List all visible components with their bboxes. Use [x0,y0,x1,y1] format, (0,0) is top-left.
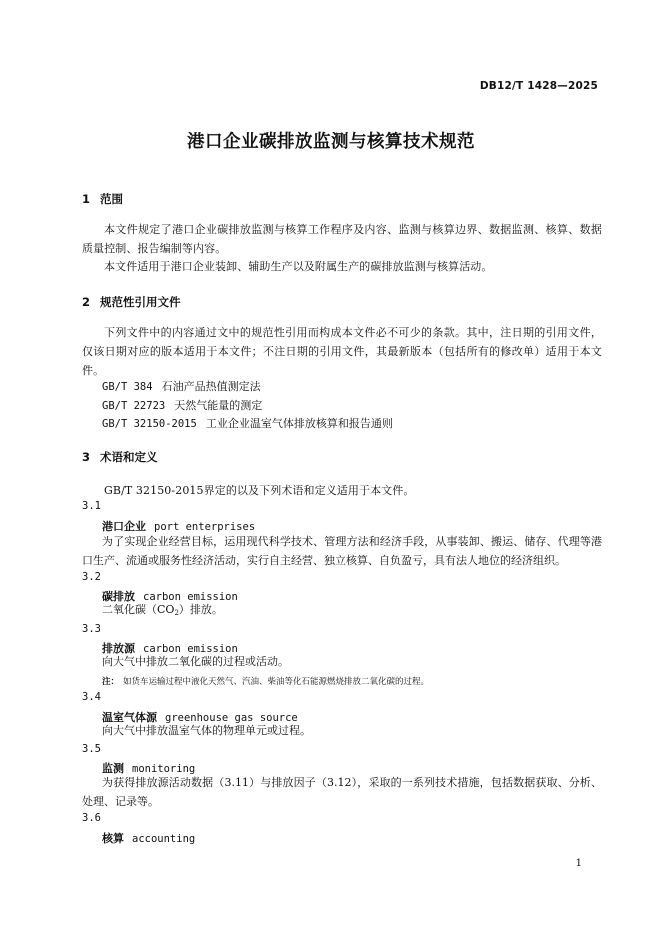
subscript: 2 [174,609,179,617]
section-3-heading [82,449,158,465]
definition-text: 二氧化碳（CO [102,603,175,616]
section-1-heading [82,191,123,207]
definition-text: ）排放。 [178,603,223,616]
term-en: port enterprises [154,521,256,533]
reference-name: 工业企业温室气体排放核算和报告通则 [205,417,393,430]
term-definition [82,600,602,623]
term-cn: 温室气体源 [102,711,157,724]
reference-item [102,396,262,416]
term-en: carbon emission [143,591,238,603]
note-text: 如货车运输过程中液化天然气、汽油、柴油等化石能源燃烧排放二氧化碳的过程。 [123,677,430,687]
note-label: 注： [102,677,120,687]
reference-code: GB/T 384 [102,381,153,393]
section-1-paragraph-1: 本文件规定了港口企业碳排放监测与核算工作程序及内容、监测与核算边界、数据监测、核算、数据质量控制、报告编制等内容。 [82,223,602,255]
page-number: 1 [575,858,582,869]
term-cn: 港口企业 [102,520,146,533]
clause-number: 3.2 [82,571,101,583]
term-heading [102,830,195,846]
section-number: 1 [82,192,91,206]
term-definition: 向大气中排放温室气体的物理单元或过程。 [102,724,311,737]
reference-item [102,414,393,434]
section-title: 范围 [100,192,123,206]
reference-name: 天然气能量的测定 [174,399,263,412]
term-cn: 监测 [102,762,124,775]
reference-name: 石油产品热值测定法 [161,380,261,393]
clause-number: 3.1 [82,500,101,512]
reference-code: GB/T 22723 [102,400,166,412]
term-cn: 核算 [102,832,124,845]
section-2-paragraph: 下列文件中的内容通过文中的规范性引用而构成本文件必不可少的条款。其中，注日期的引用文件，仅该日期对应的版本适用于本文件；不注日期的引用文件，其最新版本（包括所有的修改单）适用于本文件。 [82,326,602,377]
reference-code: GB/T 32150-2015 [102,418,197,430]
clause-number: 3.4 [82,691,101,703]
section-number: 2 [82,295,91,309]
term-en: accounting [132,833,196,845]
clause-number: 3.6 [82,812,101,824]
section-2-heading [82,294,181,310]
term-definition: 为了实现企业经营目标，运用现代科学技术、管理方法和经济手段，从事装卸、搬运、储存、代理等港口生产、流通或服务性经济活动，实行自主经营、独立核算、自负盈亏，具有法人地位的经济组织。 [82,535,602,567]
term-definition: 向大气中排放二氧化碳的过程或活动。 [102,655,289,668]
clause-number: 3.5 [82,743,101,755]
section-title: 术语和定义 [100,450,158,464]
reference-item [102,377,261,397]
section-1-paragraph-2: 本文件适用于港口企业装卸、辅助生产以及附属生产的碳排放监测与核算活动。 [104,260,493,273]
term-en: monitoring [132,763,196,775]
term-definition: 为获得排放源活动数据（3.11）与排放因子（3.12），采取的一系列技术措施，包括数据获取、分析、处理、记录等。 [82,776,602,808]
section-number: 3 [82,450,91,464]
term-note [102,675,429,687]
section-3-intro: GB/T 32150-2015界定的以及下列术语和定义适用于本文件。 [104,484,415,497]
term-en: carbon emission [143,643,238,655]
term-en: greenhouse gas source [165,712,298,724]
document-title: 港口企业碳排放监测与核算技术规范 [187,132,475,152]
term-cn: 碳排放 [102,590,135,603]
standard-code: DB12/T 1428—2025 [479,80,598,92]
section-title: 规范性引用文件 [100,295,181,309]
term-cn: 排放源 [102,642,135,655]
clause-number: 3.3 [82,623,101,635]
